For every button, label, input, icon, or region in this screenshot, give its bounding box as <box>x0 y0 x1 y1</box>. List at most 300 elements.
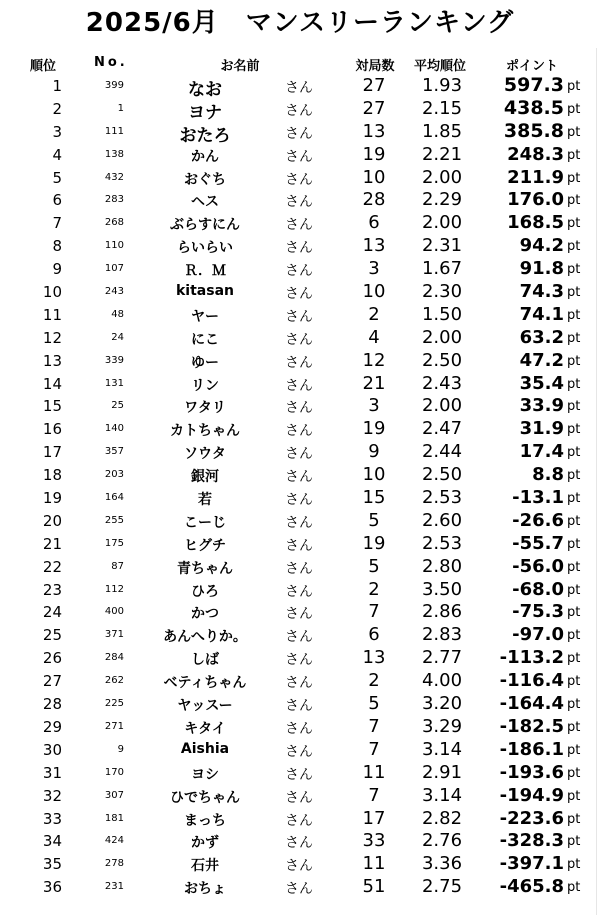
table-row <box>0 372 600 395</box>
member-no-cell: 131 <box>104 377 124 389</box>
player-name-cell: ヤー <box>191 308 219 325</box>
header-points: ポイント <box>505 59 558 74</box>
points-unit-label: pt <box>567 239 581 255</box>
games-count-cell: 7 <box>368 601 380 623</box>
games-count-cell: 12 <box>362 349 386 371</box>
table-row <box>0 417 600 440</box>
honorific-label: さん <box>285 308 313 325</box>
games-count-cell: 6 <box>368 624 380 646</box>
points-unit-label: pt <box>567 651 581 667</box>
games-count-cell: 11 <box>362 761 386 783</box>
member-no-cell: 357 <box>104 446 124 458</box>
games-count-cell: 21 <box>362 372 386 394</box>
header-no: No. <box>94 55 128 70</box>
games-count-cell: 28 <box>362 189 386 211</box>
table-row <box>0 623 600 646</box>
honorific-label: さん <box>285 263 313 280</box>
player-name-cell: なお <box>188 80 222 100</box>
table-row <box>0 394 600 417</box>
points-cell: 17.4 <box>519 441 564 463</box>
points-cell: -113.2 <box>499 647 564 669</box>
rank-cell: 5 <box>52 168 62 187</box>
honorific-label: さん <box>285 125 313 142</box>
honorific-label: さん <box>285 194 313 211</box>
points-cell: 597.3 <box>503 74 564 96</box>
points-unit-label: pt <box>567 101 581 117</box>
member-no-cell: 231 <box>104 881 124 893</box>
rank-cell: 24 <box>42 603 62 622</box>
honorific-label: さん <box>285 217 313 234</box>
rank-cell: 36 <box>42 878 62 897</box>
member-no-cell: 24 <box>111 331 124 343</box>
player-name-cell: ぶらすにん <box>170 217 240 234</box>
table-row <box>0 486 600 509</box>
table-row <box>0 257 600 280</box>
member-no-cell: 255 <box>104 514 124 526</box>
table-row <box>0 463 600 486</box>
average-rank-cell: 1.93 <box>421 75 463 96</box>
points-cell: 63.2 <box>519 326 564 348</box>
page-title: 2025/6月 マンスリーランキング <box>85 8 515 38</box>
member-no-cell: 225 <box>104 698 124 710</box>
points-unit-label: pt <box>567 697 581 713</box>
table-row <box>0 715 600 738</box>
player-name-cell: かん <box>191 148 219 165</box>
points-cell: -13.1 <box>512 487 564 509</box>
table-row <box>0 303 600 326</box>
member-no-cell: 271 <box>104 720 124 732</box>
points-unit-label: pt <box>567 445 581 461</box>
honorific-label: さん <box>285 171 313 188</box>
table-row <box>0 234 600 257</box>
honorific-label: さん <box>285 858 313 875</box>
rank-cell: 27 <box>42 672 62 691</box>
points-cell: -68.0 <box>512 578 564 600</box>
table-row <box>0 692 600 715</box>
games-count-cell: 2 <box>368 578 380 600</box>
points-unit-label: pt <box>567 788 581 804</box>
average-rank-cell: 2.50 <box>421 349 463 371</box>
points-unit-label: pt <box>567 193 581 209</box>
average-rank-cell: 4.00 <box>421 670 463 692</box>
points-cell: -75.3 <box>512 601 564 623</box>
games-count-cell: 19 <box>362 418 386 440</box>
table-row <box>0 738 600 761</box>
table-row <box>0 143 600 166</box>
points-cell: 168.5 <box>507 212 564 234</box>
member-no-cell: 181 <box>104 812 124 824</box>
average-rank-cell: 2.50 <box>421 464 463 486</box>
average-rank-cell: 1.85 <box>421 120 463 142</box>
points-unit-label: pt <box>567 399 581 415</box>
honorific-label: さん <box>285 492 313 509</box>
member-no-cell: 25 <box>111 400 124 412</box>
honorific-label: さん <box>285 606 313 623</box>
table-row <box>0 807 600 830</box>
average-rank-cell: 2.00 <box>421 212 463 234</box>
points-cell: 74.1 <box>519 303 564 325</box>
member-no-cell: 268 <box>104 217 124 229</box>
points-unit-label: pt <box>567 719 581 735</box>
honorific-label: さん <box>285 286 313 303</box>
average-rank-cell: 2.53 <box>421 532 463 554</box>
table-row <box>0 761 600 784</box>
header-rank: 順位 <box>30 59 57 74</box>
rank-cell: 17 <box>42 443 62 462</box>
player-name-cell: にこ <box>191 331 219 348</box>
points-cell: 33.9 <box>519 395 564 417</box>
games-count-cell: 15 <box>362 487 386 509</box>
points-unit-label: pt <box>567 330 581 346</box>
table-row <box>0 532 600 555</box>
points-unit-label: pt <box>567 353 581 369</box>
rank-cell: 35 <box>42 855 62 874</box>
header-games: 対局数 <box>355 59 395 74</box>
player-name-cell: kitasan <box>176 283 234 300</box>
points-cell: -193.6 <box>499 761 564 783</box>
average-rank-cell: 2.83 <box>421 624 463 646</box>
games-count-cell: 7 <box>368 715 380 737</box>
player-name-cell: Aishia <box>180 740 230 757</box>
player-name-cell: ヤッスー <box>177 698 233 715</box>
honorific-label: さん <box>285 583 313 600</box>
table-row <box>0 784 600 807</box>
member-no-cell: 371 <box>104 629 124 641</box>
games-count-cell: 5 <box>368 555 380 577</box>
games-count-cell: 13 <box>362 235 386 257</box>
table-row <box>0 119 600 146</box>
average-rank-cell: 2.91 <box>421 761 463 783</box>
divider <box>596 48 597 915</box>
games-count-cell: 4 <box>368 326 380 348</box>
points-cell: -56.0 <box>512 555 564 577</box>
player-name-cell: ヨナ <box>188 102 222 123</box>
points-cell: -194.9 <box>499 784 564 806</box>
member-no-cell: 87 <box>111 560 124 572</box>
member-no-cell: 164 <box>104 492 124 504</box>
table-row <box>0 326 600 349</box>
player-name-cell: しば <box>191 652 219 669</box>
member-no-cell: 307 <box>104 789 124 801</box>
player-name-cell: ひでちゃん <box>170 789 240 806</box>
games-count-cell: 10 <box>362 166 386 188</box>
points-unit-label: pt <box>567 491 581 507</box>
player-name-cell: ヨシ <box>191 766 219 783</box>
average-rank-cell: 2.15 <box>421 97 463 119</box>
points-unit-label: pt <box>567 79 581 94</box>
table-row <box>0 188 600 211</box>
table-row <box>0 96 600 123</box>
points-unit-label: pt <box>567 628 581 644</box>
honorific-label: さん <box>285 400 313 417</box>
rank-cell: 21 <box>42 534 62 553</box>
games-count-cell: 33 <box>362 830 386 852</box>
points-unit-label: pt <box>567 262 581 278</box>
honorific-label: さん <box>285 354 313 371</box>
player-name-cell: カトちゃん <box>170 423 240 440</box>
games-count-cell: 5 <box>368 509 380 531</box>
rank-cell: 10 <box>42 283 62 302</box>
rank-cell: 14 <box>42 374 62 393</box>
player-name-cell: ソウタ <box>184 446 226 463</box>
games-count-cell: 6 <box>368 212 380 234</box>
honorific-label: さん <box>285 629 313 646</box>
points-cell: -397.1 <box>499 853 564 875</box>
games-count-cell: 2 <box>368 670 380 692</box>
average-rank-cell: 1.67 <box>421 258 463 280</box>
rank-cell: 20 <box>42 511 62 530</box>
member-no-cell: 48 <box>111 308 124 320</box>
member-no-cell: 339 <box>104 354 124 366</box>
table-row <box>0 555 600 578</box>
games-count-cell: 10 <box>362 281 386 303</box>
points-cell: -55.7 <box>512 532 564 554</box>
average-rank-cell: 2.31 <box>421 235 463 257</box>
points-unit-label: pt <box>567 307 581 323</box>
rank-cell: 4 <box>52 145 62 164</box>
average-rank-cell: 2.53 <box>421 487 463 509</box>
points-cell: -223.6 <box>499 807 564 829</box>
player-name-cell: キタイ <box>184 720 226 737</box>
honorific-label: さん <box>285 240 313 257</box>
player-name-cell: 若 <box>198 492 212 509</box>
rank-cell: 23 <box>42 580 62 599</box>
points-cell: -116.4 <box>499 670 564 692</box>
member-no-cell: 9 <box>117 743 124 755</box>
rank-cell: 18 <box>42 466 62 485</box>
average-rank-cell: 2.21 <box>421 143 463 165</box>
rank-cell: 16 <box>42 420 62 439</box>
rank-cell: 3 <box>52 122 62 141</box>
member-no-cell: 283 <box>104 194 124 206</box>
average-rank-cell: 2.80 <box>421 555 463 577</box>
points-cell: -97.0 <box>512 624 564 646</box>
rank-cell: 31 <box>42 763 62 782</box>
games-count-cell: 9 <box>368 441 380 463</box>
average-rank-cell: 2.44 <box>421 441 463 463</box>
table-row <box>0 852 600 875</box>
rank-cell: 28 <box>42 695 62 714</box>
player-name-cell: かつ <box>191 606 219 623</box>
points-cell: -182.5 <box>499 715 564 737</box>
member-no-cell: 400 <box>104 606 124 618</box>
player-name-cell: おちょ <box>184 881 226 898</box>
points-unit-label: pt <box>567 124 581 140</box>
points-cell: 94.2 <box>519 235 564 257</box>
points-cell: -465.8 <box>499 876 564 898</box>
rank-cell: 9 <box>52 260 62 279</box>
honorific-label: さん <box>285 720 313 737</box>
points-cell: 91.8 <box>519 258 564 280</box>
player-name-cell: リン <box>191 377 219 394</box>
average-rank-cell: 2.75 <box>421 876 463 898</box>
games-count-cell: 7 <box>368 738 380 760</box>
points-unit-label: pt <box>567 376 581 392</box>
points-cell: 176.0 <box>507 189 564 211</box>
player-name-cell: ベティちゃん <box>163 675 247 692</box>
member-no-cell: 243 <box>104 286 124 298</box>
rank-cell: 11 <box>42 305 62 324</box>
average-rank-cell: 2.77 <box>421 647 463 669</box>
honorific-label: さん <box>285 148 313 165</box>
member-no-cell: 140 <box>104 423 124 435</box>
average-rank-cell: 3.20 <box>421 693 463 715</box>
points-unit-label: pt <box>567 513 581 529</box>
average-rank-cell: 2.60 <box>421 509 463 531</box>
player-name-cell: おぐち <box>184 171 226 188</box>
member-no-cell: 284 <box>104 652 124 664</box>
points-unit-label: pt <box>567 857 581 873</box>
member-no-cell: 262 <box>104 675 124 687</box>
table-row <box>0 600 600 623</box>
rank-cell: 26 <box>42 649 62 668</box>
points-unit-label: pt <box>567 880 581 896</box>
games-count-cell: 27 <box>362 97 386 119</box>
table-row <box>0 875 600 898</box>
member-no-cell: 203 <box>104 469 124 481</box>
member-no-cell: 112 <box>104 583 124 595</box>
player-name-cell: 青ちゃん <box>177 560 233 577</box>
member-no-cell: 175 <box>104 537 124 549</box>
member-no-cell: 111 <box>104 125 124 137</box>
member-no-cell: 1 <box>117 102 124 114</box>
honorific-label: さん <box>285 377 313 394</box>
table-row <box>0 669 600 692</box>
member-no-cell: 399 <box>104 80 124 91</box>
honorific-label: さん <box>285 766 313 783</box>
table-row <box>0 578 600 601</box>
player-name-cell: おたろ <box>179 125 231 146</box>
member-no-cell: 432 <box>104 171 124 183</box>
table-row <box>0 509 600 532</box>
honorific-label: さん <box>285 835 313 852</box>
honorific-label: さん <box>285 102 313 119</box>
points-cell: -164.4 <box>499 693 564 715</box>
honorific-label: さん <box>285 652 313 669</box>
games-count-cell: 51 <box>362 876 386 898</box>
player-name-cell: ヘス <box>191 194 219 211</box>
games-count-cell: 3 <box>368 395 380 417</box>
points-cell: -328.3 <box>499 830 564 852</box>
points-unit-label: pt <box>567 742 581 758</box>
points-unit-label: pt <box>567 422 581 438</box>
rank-cell: 15 <box>42 397 62 416</box>
average-rank-cell: 3.14 <box>421 784 463 806</box>
player-name-cell: かず <box>191 835 219 852</box>
player-name-cell: ゆー <box>191 354 219 371</box>
rank-cell: 13 <box>42 351 62 370</box>
average-rank-cell: 2.76 <box>421 830 463 852</box>
games-count-cell: 11 <box>362 853 386 875</box>
honorific-label: さん <box>285 537 313 554</box>
table-row <box>0 74 600 100</box>
points-unit-label: pt <box>567 216 581 232</box>
rank-cell: 30 <box>42 740 62 759</box>
player-name-cell: Ｒ．Ｍ <box>184 263 226 280</box>
table-header <box>0 52 600 72</box>
points-cell: -26.6 <box>512 509 564 531</box>
average-rank-cell: 3.14 <box>421 738 463 760</box>
table-row <box>0 349 600 372</box>
games-count-cell: 19 <box>362 143 386 165</box>
honorific-label: さん <box>285 698 313 715</box>
games-count-cell: 5 <box>368 693 380 715</box>
games-count-cell: 10 <box>362 464 386 486</box>
rank-cell: 22 <box>42 557 62 576</box>
points-unit-label: pt <box>567 605 581 621</box>
honorific-label: さん <box>285 446 313 463</box>
honorific-label: さん <box>285 812 313 829</box>
points-unit-label: pt <box>567 536 581 552</box>
player-name-cell: あんへりか。 <box>163 629 247 646</box>
player-name-cell: まっち <box>184 812 226 829</box>
games-count-cell: 13 <box>362 120 386 142</box>
rank-cell: 34 <box>42 832 62 851</box>
honorific-label: さん <box>285 881 313 898</box>
points-unit-label: pt <box>567 559 581 575</box>
player-name-cell: らいらい <box>177 240 233 257</box>
points-cell: 8.8 <box>532 464 564 486</box>
table-row <box>0 211 600 234</box>
games-count-cell: 13 <box>362 647 386 669</box>
points-cell: 31.9 <box>519 418 564 440</box>
honorific-label: さん <box>285 675 313 692</box>
rank-cell: 25 <box>42 626 62 645</box>
player-name-cell: 石井 <box>191 858 219 875</box>
table-row <box>0 440 600 463</box>
games-count-cell: 27 <box>362 75 386 96</box>
table-row <box>0 829 600 852</box>
honorific-label: さん <box>285 80 313 96</box>
points-unit-label: pt <box>567 147 581 163</box>
ranking-table <box>0 74 600 898</box>
member-no-cell: 424 <box>104 835 124 847</box>
member-no-cell: 107 <box>104 263 124 275</box>
rank-cell: 32 <box>42 786 62 805</box>
rank-cell: 12 <box>42 328 62 347</box>
points-unit-label: pt <box>567 468 581 484</box>
average-rank-cell: 2.29 <box>421 189 463 211</box>
player-name-cell: こーじ <box>184 514 226 531</box>
games-count-cell: 19 <box>362 532 386 554</box>
average-rank-cell: 1.50 <box>421 303 463 325</box>
average-rank-cell: 2.00 <box>421 166 463 188</box>
points-unit-label: pt <box>567 285 581 301</box>
rank-cell: 2 <box>52 99 62 118</box>
member-no-cell: 278 <box>104 858 124 870</box>
member-no-cell: 110 <box>104 240 124 252</box>
average-rank-cell: 2.30 <box>421 281 463 303</box>
points-unit-label: pt <box>567 582 581 598</box>
average-rank-cell: 2.00 <box>421 326 463 348</box>
honorific-label: さん <box>285 423 313 440</box>
rank-cell: 33 <box>42 809 62 828</box>
header-name: お名前 <box>220 59 260 74</box>
honorific-label: さん <box>285 514 313 531</box>
points-cell: 248.3 <box>507 143 564 165</box>
average-rank-cell: 2.00 <box>421 395 463 417</box>
player-name-cell: ひろ <box>191 583 219 600</box>
honorific-label: さん <box>285 560 313 577</box>
points-unit-label: pt <box>567 811 581 827</box>
average-rank-cell: 2.82 <box>421 807 463 829</box>
rank-cell: 8 <box>52 237 62 256</box>
average-rank-cell: 3.36 <box>421 853 463 875</box>
table-row <box>0 280 600 303</box>
points-cell: -186.1 <box>499 738 564 760</box>
points-cell: 74.3 <box>519 281 564 303</box>
points-unit-label: pt <box>567 674 581 690</box>
